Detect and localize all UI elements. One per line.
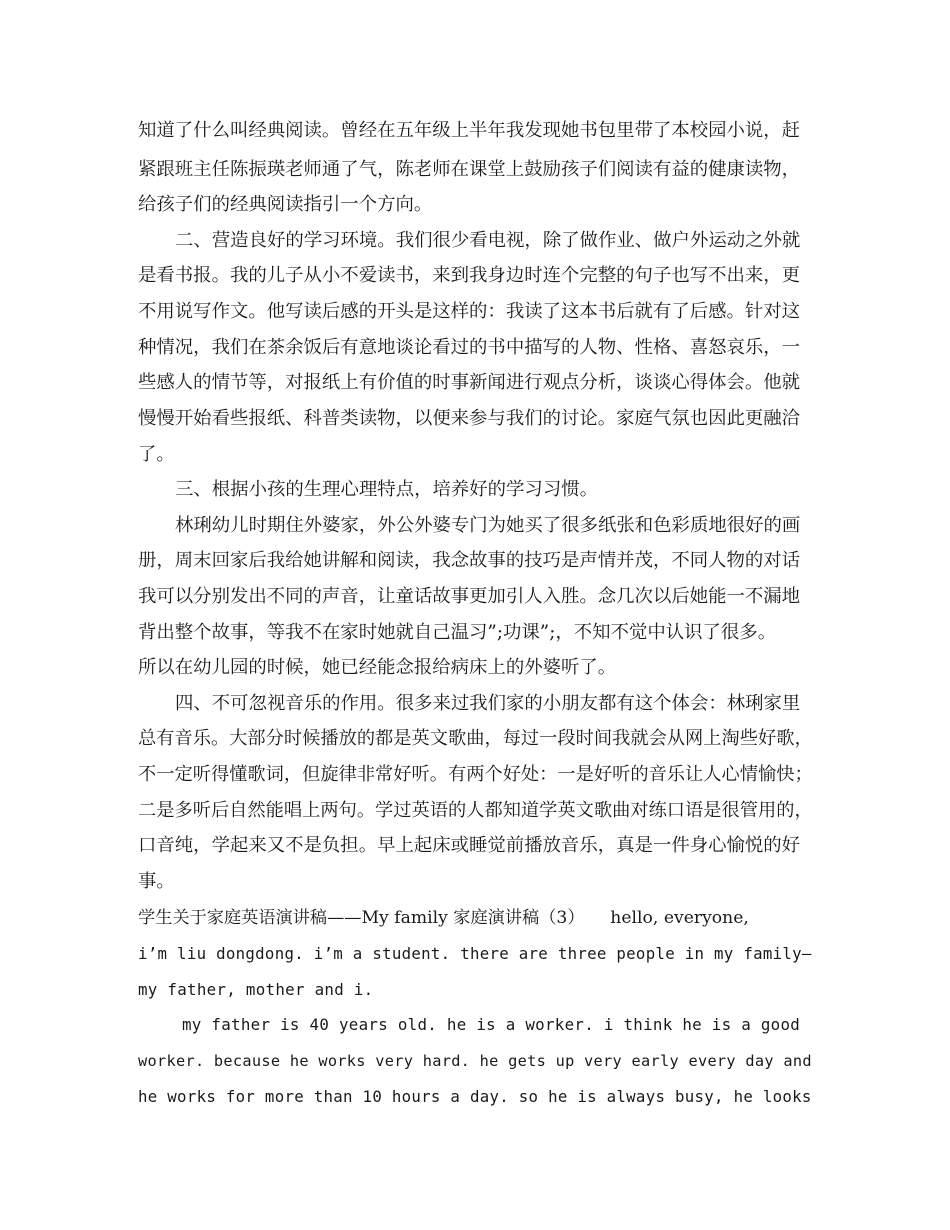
paragraph-line: 是看书报。我的儿子从小不爱读书，来到我身边时连个完整的句子也写不出来，更	[138, 265, 801, 286]
paragraph-line: 二、营造良好的学习环境。我们很少看电视，除了做作业、做户外运动之外就	[175, 230, 801, 251]
paragraph-line: 了。	[138, 444, 175, 465]
english-line: my father, mother and i.	[138, 980, 374, 999]
paragraph-line: 慢慢开始看些报纸、科普类读物，以便来参与我们的讨论。家庭气氛也因此更融洽	[138, 408, 801, 429]
paragraph-line: 背出整个故事，等我不在家时她就自己温习”;功课”;，不知不觉中认识了很多。	[138, 622, 777, 643]
paragraph-line: 给孩子们的经典阅读指引一个方向。	[138, 194, 433, 215]
paragraph-line: 二是多听后自然能唱上两句。学过英语的人都知道学英文歌曲对练口语是很管用的，	[138, 800, 813, 821]
paragraph-line: 四、不可忽视音乐的作用。很多来过我们家的小朋友都有这个体会：林琍家里	[175, 693, 801, 714]
paragraph-line: 紧跟班主任陈振瑛老师通了气，陈老师在课堂上鼓励孩子们阅读有益的健康读物，	[138, 159, 801, 180]
paragraph-line: 不一定听得懂歌词，但旋律非常好听。有两个好处：一是好听的音乐让人心情愉快；	[138, 764, 813, 785]
paragraph-line: 知道了什么叫经典阅读。曾经在五年级上半年我发现她书包里带了本校园小说，赶	[138, 120, 801, 141]
section-heading: 三、根据小孩的生理心理特点，培养好的学习习惯。	[175, 479, 598, 500]
paragraph-line: 些感人的情节等，对报纸上有价值的时事新闻进行观点分析，谈谈心得体会。他就	[138, 372, 801, 393]
english-line: he works for more than 10 hours a day. so he is always busy, he looks	[138, 1087, 812, 1106]
paragraph-line: 册，周末回家后我给她讲解和阅读，我念故事的技巧是声情并茂，不同人物的对话	[138, 550, 801, 571]
paragraph-line: 我可以分别发出不同的声音，让童话故事更加引人入胜。念几次以后她能一不漏地	[138, 586, 801, 607]
english-line: worker. because he works very hard. he gets up very early every day and	[138, 1052, 812, 1070]
english-line: my father is 40 years old. he is a worker. i think he is a good	[182, 1015, 801, 1034]
paragraph-line: 不用说写作文。他写读后感的开头是这样的：我读了这本书后就有了后感。针对这	[138, 301, 801, 322]
paragraph-line: 种情况，我们在茶余饭后有意地谈论看过的书中描写的人物、性格、喜怒哀乐，一	[138, 337, 801, 358]
paragraph-line: 所以在幼儿园的时候，她已经能念报给病床上的外婆听了。	[138, 657, 617, 678]
speech-title-line: 学生关于家庭英语演讲稿——My family 家庭演讲稿（3） hello, everyone,	[138, 908, 749, 928]
paragraph-line: 林琍幼儿时期住外婆家，外公外婆专门为她买了很多纸张和色彩质地很好的画	[175, 515, 801, 536]
paragraph-line: 事。	[138, 871, 175, 892]
paragraph-line: 总有音乐。大部分时候播放的都是英文歌曲，每过一段时间我就会从网上淘些好歌，	[138, 728, 813, 749]
english-line: i’m liu dongdong. i’m a student. there are three people in my family—	[138, 944, 812, 963]
paragraph-line: 口音纯，学起来又不是负担。早上起床或睡觉前播放音乐，真是一件身心愉悦的好	[138, 835, 801, 856]
